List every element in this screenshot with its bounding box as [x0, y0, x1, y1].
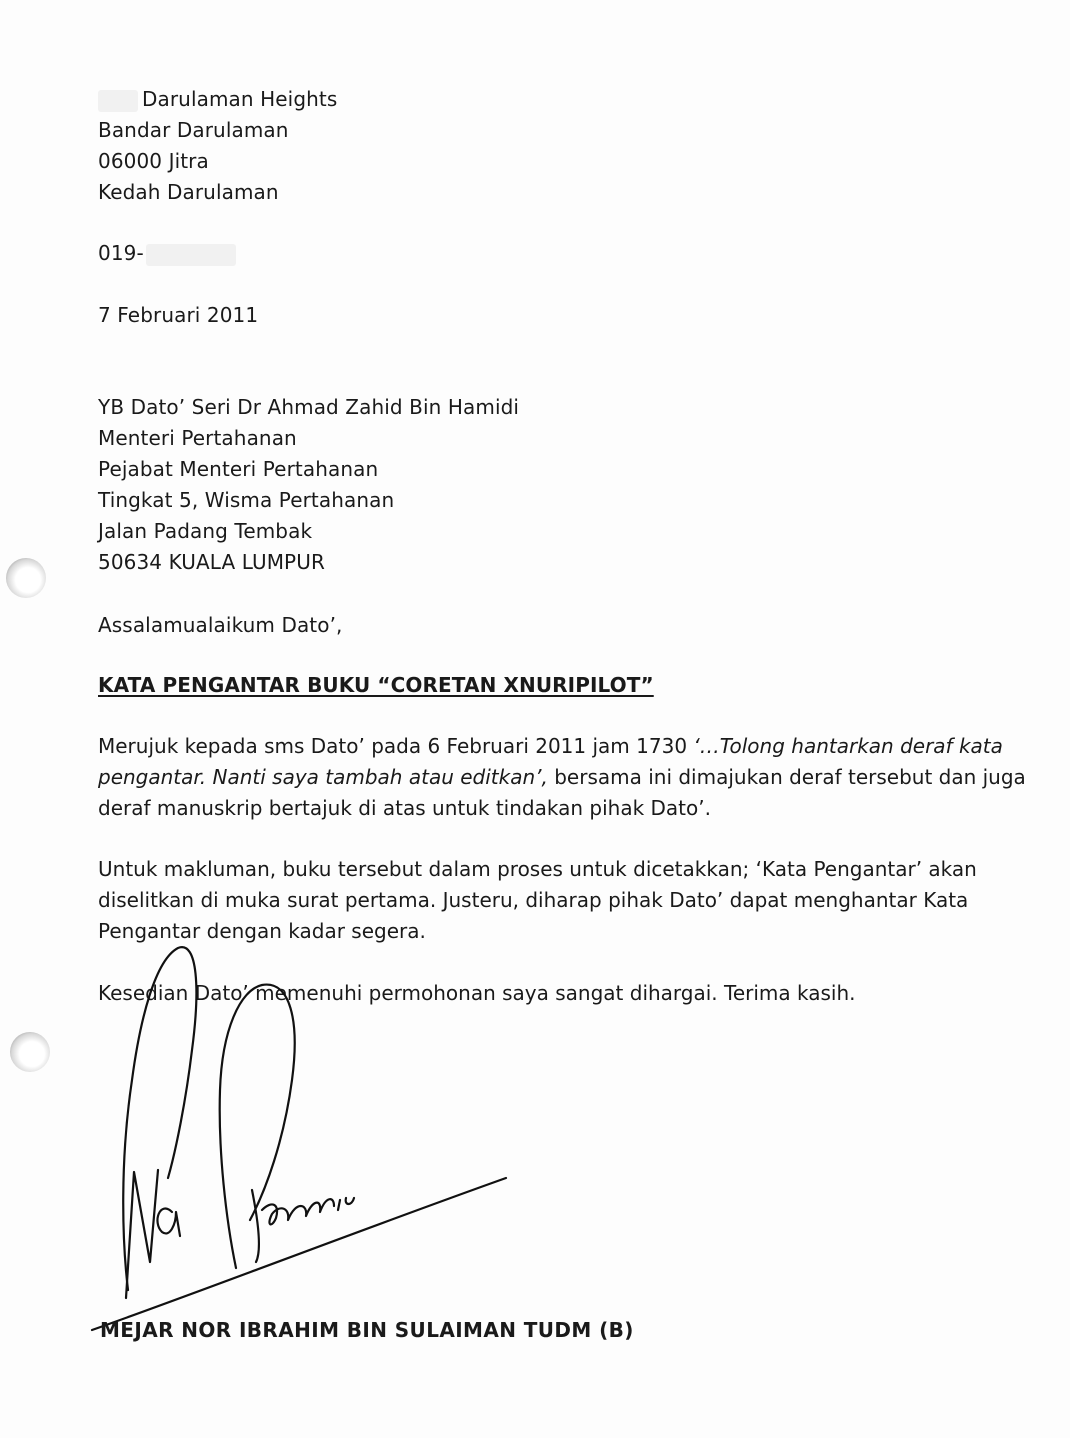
sender-address-line-3: 06000 Jitra [98, 149, 209, 173]
paragraph-1-line-1: Merujuk kepada sms Dato’ pada 6 Februari 2011 jam 1730 ‘…Tolong hantarkan deraf kata [98, 734, 1003, 758]
recipient-line-1: YB Dato’ Seri Dr Ahmad Zahid Bin Hamidi [98, 395, 520, 419]
sender-address-line-4: Kedah Darulaman [98, 180, 279, 204]
paragraph-2-line-3: Pengantar dengan kadar segera. [98, 919, 426, 943]
letter-date: 7 Februari 2011 [98, 303, 259, 327]
recipient-line-4: Tingkat 5, Wisma Pertahanan [98, 488, 395, 512]
redacted-phone-number [146, 244, 236, 266]
paragraph-1 [98, 731, 1043, 824]
signature-stroke-loop-2 [220, 985, 295, 1268]
paragraph-1-line-3: deraf manuskrip bertajuk di atas untuk tindakan pihak Dato’. [98, 796, 711, 820]
recipient-line-6: 50634 KUALA LUMPUR [98, 550, 325, 574]
subject-heading: KATA PENGANTAR BUKU “CORETAN XNURIPILOT” [98, 673, 654, 697]
sender-phone: 019- [98, 238, 240, 269]
redacted-house-number [98, 90, 138, 112]
paragraph-2-line-1: Untuk makluman, buku tersebut dalam proses untuk dicetakkan; ‘Kata Pengantar’ akan [98, 857, 977, 881]
punch-hole-top [6, 558, 46, 598]
sender-address-line-2: Bandar Darulaman [98, 118, 289, 142]
paragraph-2-line-2: diselitkan di muka surat pertama. Justeru, diharap pihak Dato’ dapat menghantar Kata [98, 888, 969, 912]
paragraph-3-line-1: Kesedian Dato’ memenuhi permohonan saya sangat dihargai. Terima kasih. [98, 981, 856, 1005]
signature-stroke-n [126, 1170, 158, 1298]
signature-stroke-underline [92, 1178, 506, 1330]
paragraph-1-line-2: pengantar. Nanti saya tambah atau editkan’, bersama ini dimajukan deraf tersebut dan juga [98, 765, 1026, 789]
signatory-name: MEJAR NOR IBRAHIM BIN SULAIMAN TUDM (B) [100, 1318, 634, 1342]
sender-address-line-1: Darulaman Heights [98, 84, 337, 115]
punch-hole-bottom [10, 1032, 50, 1072]
signature-stroke-a [157, 1209, 180, 1236]
paragraph-3 [98, 978, 1043, 1009]
recipient-line-2: Menteri Pertahanan [98, 426, 297, 450]
signature-stroke-ibrahim [252, 1190, 354, 1262]
recipient-line-3: Pejabat Menteri Pertahanan [98, 457, 379, 481]
recipient-line-5: Jalan Padang Tembak [98, 519, 313, 543]
salutation: Assalamualaikum Dato’, [98, 613, 343, 637]
paragraph-2 [98, 854, 1043, 947]
